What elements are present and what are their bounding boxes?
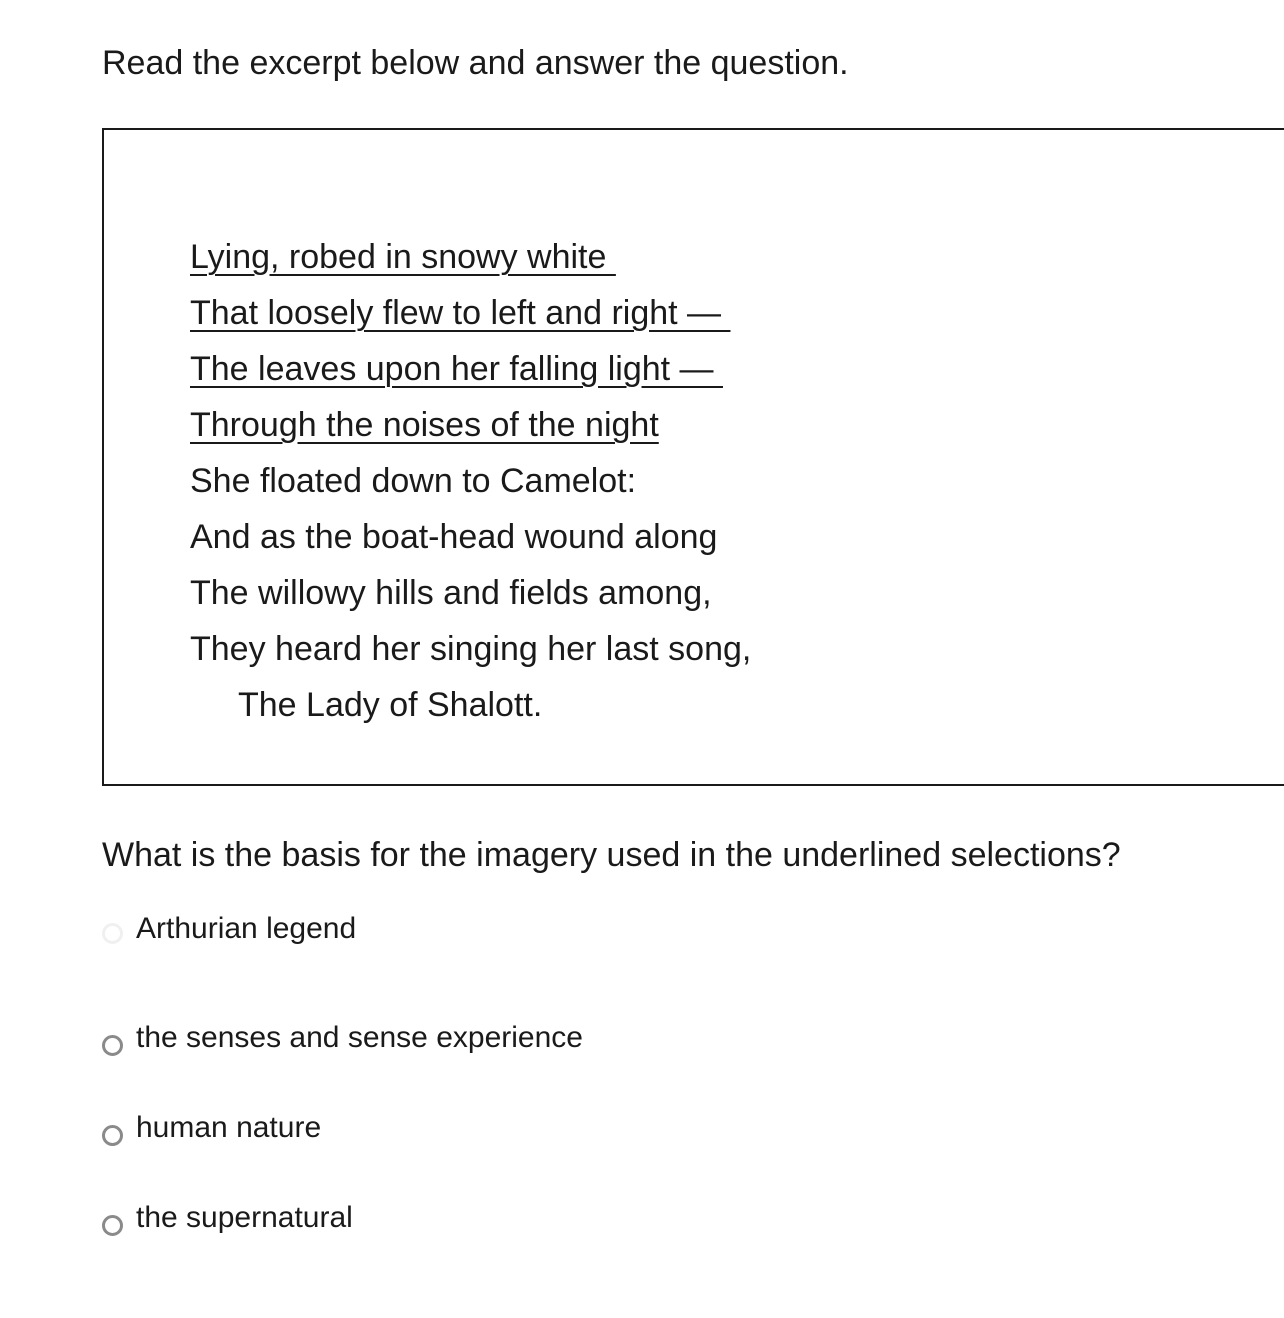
radio-button-icon[interactable] [102, 1035, 123, 1056]
poem-line: That loosely flew to left and right — [190, 294, 731, 332]
answer-option-label: the supernatural [136, 1201, 353, 1234]
poem-line: Lying, robed in snowy white [190, 238, 616, 276]
radio-button-icon[interactable] [102, 923, 123, 944]
poem-line: The willowy hills and fields among, [190, 574, 712, 612]
poem-line: The leaves upon her falling light — [190, 350, 723, 388]
radio-button-icon[interactable] [102, 1215, 123, 1236]
instruction-text: Read the excerpt below and answer the question. [102, 44, 849, 82]
answer-options [102, 905, 583, 1265]
answer-option-arthurian-legend[interactable] [102, 905, 583, 995]
answer-option-label: the senses and sense experience [136, 1021, 583, 1054]
poem-line: Through the noises of the night [190, 406, 659, 444]
poem-line: She floated down to Camelot: [190, 462, 637, 500]
poem [190, 229, 751, 733]
poem-line: The Lady of Shalott. [238, 686, 543, 724]
poem-line: And as the boat-head wound along [190, 518, 718, 556]
poem-line: They heard her singing her last song, [190, 630, 752, 668]
answer-option-label: human nature [136, 1111, 322, 1144]
answer-option-supernatural[interactable] [102, 1175, 583, 1265]
answer-option-label: Arthurian legend [136, 912, 357, 945]
answer-option-human-nature[interactable] [102, 1085, 583, 1175]
answer-option-senses[interactable] [102, 995, 583, 1085]
excerpt-box [102, 128, 1284, 786]
question-text: What is the basis for the imagery used in the underlined selections? [102, 836, 1121, 874]
radio-button-icon[interactable] [102, 1125, 123, 1146]
